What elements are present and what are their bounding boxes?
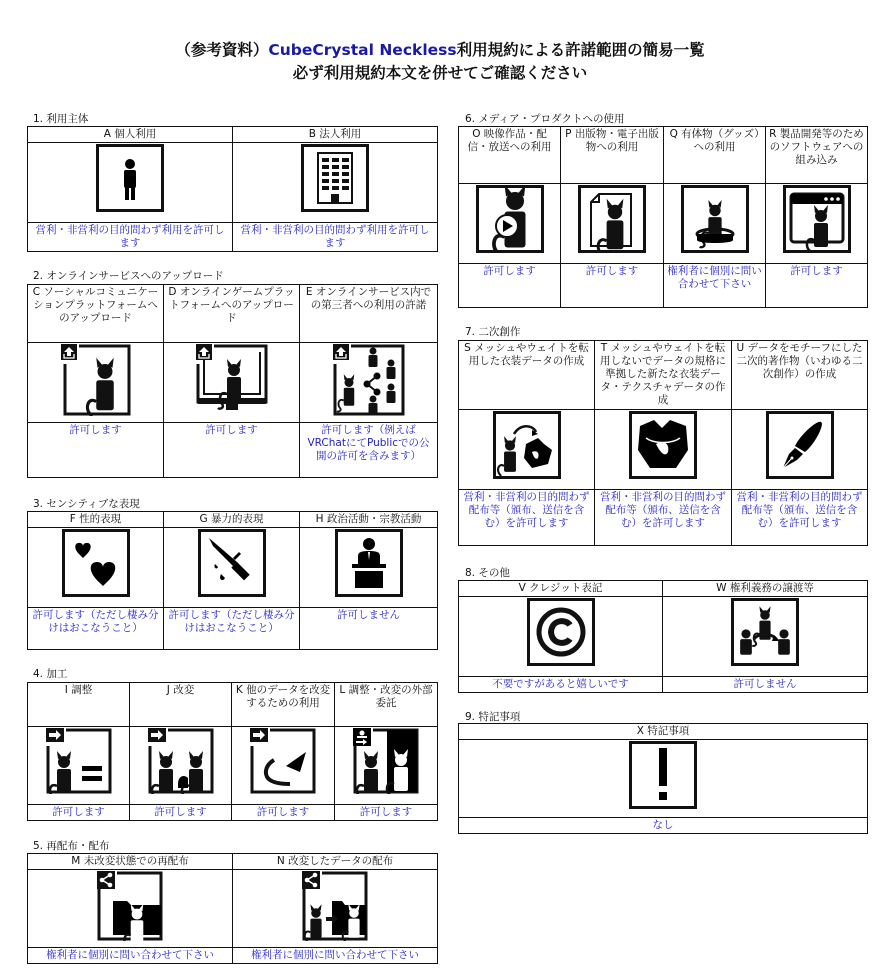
office-building-icon bbox=[301, 144, 369, 212]
podium-speaker-icon bbox=[335, 529, 403, 597]
item-head: H 政治活動・宗教活動 bbox=[300, 512, 438, 528]
item-value: 許可します bbox=[561, 264, 664, 308]
item-head: L 調整・改変の外部委託 bbox=[335, 683, 438, 727]
item-value: 許可しません bbox=[300, 608, 438, 650]
item-head: V クレジット表記 bbox=[459, 581, 663, 597]
section-media-product bbox=[458, 126, 868, 308]
copyright-icon bbox=[527, 598, 595, 666]
upload-monitor-avatar-icon bbox=[196, 344, 268, 420]
publication-icon bbox=[578, 185, 646, 253]
video-play-icon bbox=[476, 185, 544, 253]
exclamation-icon bbox=[629, 741, 697, 809]
hearts-icon bbox=[62, 529, 130, 597]
item-value: 許可します bbox=[459, 264, 561, 308]
section-label-special-notes: 9. 特記事項 bbox=[465, 711, 521, 723]
section-sensitive-expression bbox=[27, 511, 438, 650]
item-value: 営利・非営利の目的問わず利用を許可します bbox=[28, 223, 233, 252]
item-value: 権利者に個別に問い合わせて下さい bbox=[28, 948, 233, 964]
person-icon bbox=[96, 144, 164, 212]
section-label-derivative-works: 7. 二次創作 bbox=[465, 326, 521, 338]
item-head: M 未改変状態での再配布 bbox=[28, 854, 233, 870]
section-other bbox=[458, 580, 868, 693]
item-value: 許可します（ただし棲み分けはおこなうこと） bbox=[164, 608, 300, 650]
item-head: X 特記事項 bbox=[459, 724, 868, 740]
section-label-processing: 4. 加工 bbox=[33, 668, 68, 680]
section-label-redistribution: 5. 再配布・配布 bbox=[33, 840, 110, 852]
software-window-icon bbox=[783, 185, 851, 253]
item-head: Q 有体物（グッズ）への利用 bbox=[664, 127, 766, 184]
section-online-upload bbox=[27, 284, 438, 478]
item-head: P 出版物・電子出版物への利用 bbox=[561, 127, 664, 184]
item-head: F 性的表現 bbox=[28, 512, 164, 528]
item-head: A 個人利用 bbox=[28, 127, 233, 143]
item-value: 許可します bbox=[164, 423, 300, 478]
item-value: 許可します bbox=[28, 805, 130, 821]
section-usage-subject bbox=[27, 126, 438, 252]
title-suffix: 利用規約による許諾範囲の簡易一覧 bbox=[456, 41, 705, 59]
item-head: G 暴力的表現 bbox=[164, 512, 300, 528]
item-head: B 法人利用 bbox=[233, 127, 438, 143]
share-modified-folder-icon bbox=[302, 871, 368, 945]
item-value: 許可します bbox=[766, 264, 868, 308]
section-label-usage-subject: 1. 利用主体 bbox=[33, 113, 89, 125]
fountain-pen-icon bbox=[766, 411, 834, 479]
item-value: 許可します bbox=[28, 423, 164, 478]
section-processing bbox=[27, 682, 438, 821]
item-value: なし bbox=[459, 818, 868, 834]
section-special-notes bbox=[458, 723, 868, 834]
item-value: 許可しません bbox=[663, 677, 868, 693]
modify-other-data-icon bbox=[250, 728, 316, 798]
document-subtitle: 必ず利用規約本文を併せてご確認ください bbox=[292, 64, 588, 82]
section-label-sensitive-expression: 3. センシティブな表現 bbox=[33, 498, 140, 510]
item-value: 権利者に個別に問い合わせて下さい bbox=[233, 948, 438, 964]
item-head: K 他のデータを改変するための利用 bbox=[232, 683, 335, 727]
item-head: S メッシュやウェイトを転用した衣装データの作成 bbox=[459, 341, 595, 410]
item-head: D オンラインゲームプラットフォームへのアップロード bbox=[164, 285, 300, 343]
item-head: J 改変 bbox=[130, 683, 232, 727]
item-value: 営利・非営利の目的問わず配布等（頒布、送信を含む）を許可します bbox=[459, 490, 595, 546]
item-value: 営利・非営利の目的問わず配布等（頒布、送信を含む）を許可します bbox=[595, 490, 732, 546]
item-head: T メッシュやウェイトを転用しないでデータの規格に準拠した新たな衣装データ・テクスチャデータの作成 bbox=[595, 341, 732, 410]
item-value: 営利・非営利の目的問わず利用を許可します bbox=[233, 223, 438, 252]
knife-icon bbox=[198, 529, 266, 597]
document-title bbox=[0, 38, 880, 60]
item-head: C ソーシャルコミュニケーションプラットフォームへのアップロード bbox=[28, 285, 164, 343]
section-label-other: 8. その他 bbox=[465, 567, 510, 579]
share-folder-icon bbox=[97, 871, 163, 945]
section-redistribution bbox=[27, 853, 438, 964]
item-head: O 映像作品・配信・放送への利用 bbox=[459, 127, 561, 184]
item-value: 不要ですがあると嬉しいです bbox=[459, 677, 663, 693]
item-head: U データをモチーフにした二次的著作物（いわゆる二次創作）の作成 bbox=[732, 341, 868, 410]
item-head: W 権利義務の譲渡等 bbox=[663, 581, 868, 597]
section-label-online-upload: 2. オンラインサービスへのアップロード bbox=[33, 270, 224, 282]
upload-share-users-icon bbox=[333, 344, 405, 420]
adjust-equal-icon bbox=[46, 728, 112, 798]
item-head: I 調整 bbox=[28, 683, 130, 727]
section-derivative-works bbox=[458, 340, 868, 546]
item-value: 許可します bbox=[232, 805, 335, 821]
clothing-icon bbox=[629, 411, 697, 479]
item-value: 権利者に個別に問い合わせて下さい bbox=[664, 264, 766, 308]
item-value: 許可します bbox=[130, 805, 232, 821]
item-value: 許可します bbox=[335, 805, 438, 821]
item-value: 営利・非営利の目的問わず配布等（頒布、送信を含む）を許可します bbox=[732, 490, 868, 546]
title-brand: CubeCrystal Neckless bbox=[268, 41, 457, 59]
outsource-icon bbox=[353, 728, 419, 798]
avatar-to-clothing-icon bbox=[493, 411, 561, 479]
item-value: 許可します（ただし棲み分けはおこなうこと） bbox=[28, 608, 164, 650]
item-head: E オンラインサービス内での第三者への利用の許諾 bbox=[300, 285, 438, 343]
section-label-media-product: 6. メディア・プロダクトへの使用 bbox=[465, 113, 625, 125]
modify-avatar-icon bbox=[148, 728, 214, 798]
item-head: R 製品開発等のためのソフトウェアへの組み込み bbox=[766, 127, 868, 184]
item-value: 許可します（例えばVRChatにてPublicでの公開の許可を含みます） bbox=[300, 423, 438, 478]
title-prefix: （参考資料） bbox=[175, 41, 269, 59]
upload-avatar-icon bbox=[61, 344, 131, 420]
item-head: N 改変したデータの配布 bbox=[233, 854, 438, 870]
figure-goods-icon bbox=[681, 185, 749, 253]
transfer-rights-icon bbox=[731, 598, 799, 666]
